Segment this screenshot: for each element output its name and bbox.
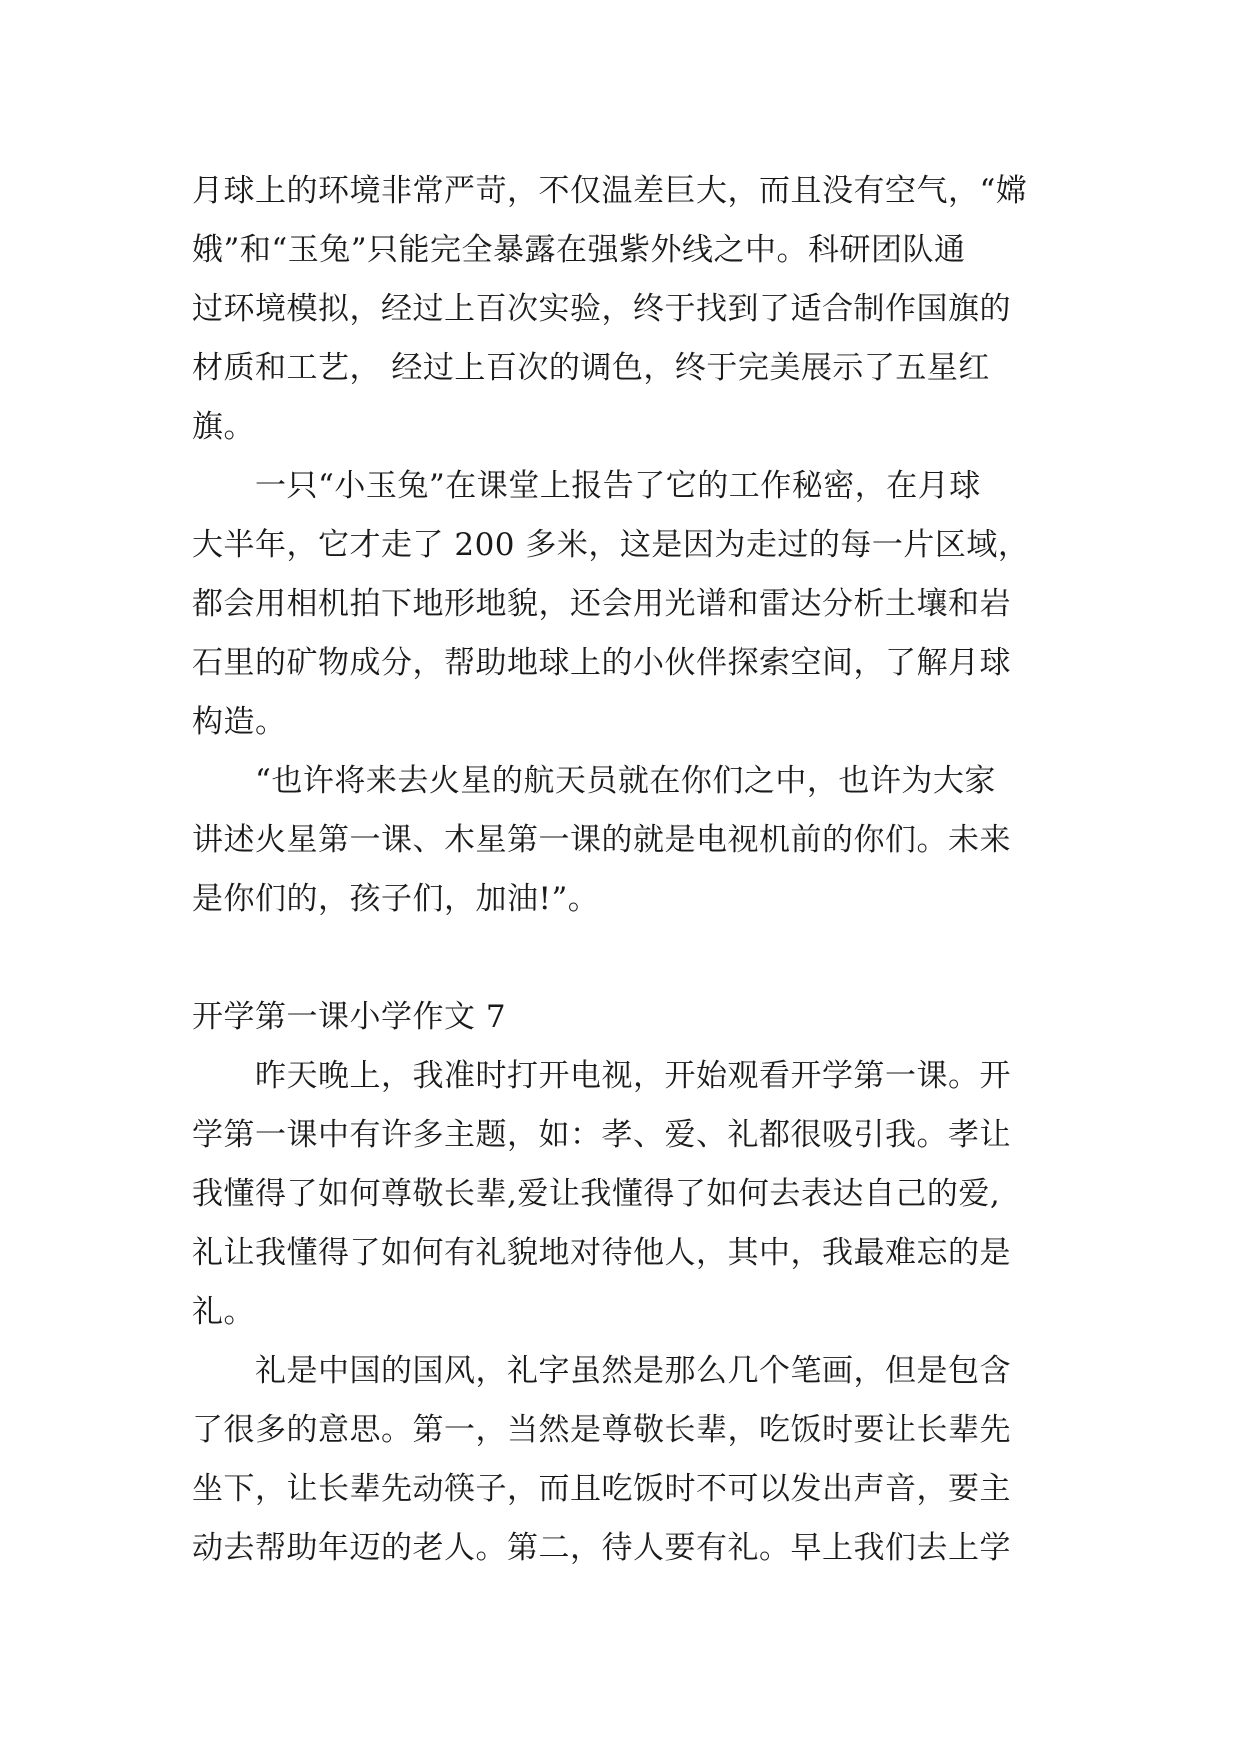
document-body: [192, 162, 1072, 1578]
text-line: 石里的矿物成分，帮助地球上的小伙伴探索空间，了解月球: [192, 645, 1011, 681]
text-line: “也许将来去火星的航天员就在你们之中，也许为大家: [192, 763, 996, 799]
text-line: 构造。: [192, 704, 287, 740]
paragraph-last-night: [192, 1047, 1072, 1342]
text-line: 我懂得了如何尊敬长辈,爱让我懂得了如何去表达自己的爱,: [192, 1176, 1001, 1212]
text-line: 大半年，它才走了 200 多米，这是因为走过的每一片区域，: [192, 527, 1030, 563]
paragraph-quote: [192, 752, 1072, 929]
paragraph-moon-flag: [192, 162, 1072, 457]
text-line: 是你们的，孩子们，加油!”。: [192, 881, 600, 917]
text-line: 都会用相机拍下地形地貌，还会用光谱和雷达分析土壤和岩: [192, 586, 1011, 622]
text-line: 礼。: [192, 1294, 255, 1330]
text-line: 材质和工艺， 经过上百次的调色，终于完美展示了五星红: [192, 350, 990, 386]
text-line: 讲述火星第一课、木星第一课的就是电视机前的你们。未来: [192, 822, 1011, 858]
text-line: 坐下，让长辈先动筷子，而且吃饭时不可以发出声音，要主: [192, 1471, 1011, 1507]
text-line: 动去帮助年迈的老人。第二，待人要有礼。早上我们去上学: [192, 1530, 1011, 1566]
blank-line: [192, 929, 1072, 988]
text-line: 昨天晚上，我准时打开电视，开始观看开学第一课。开: [192, 1058, 1011, 1094]
text-line: 礼让我懂得了如何有礼貌地对待他人，其中，我最难忘的是: [192, 1235, 1011, 1271]
text-line: 一只“小玉兔”在课堂上报告了它的工作秘密，在月球: [192, 468, 981, 504]
text-line: 学第一课中有许多主题，如：孝、爱、礼都很吸引我。孝让: [192, 1117, 1011, 1153]
text-line: 娥”和“玉兔”只能完全暴露在强紫外线之中。科研团队通: [192, 232, 966, 268]
text-line: 过环境模拟，经过上百次实验，终于找到了适合制作国旗的: [192, 291, 1011, 327]
text-line: 礼是中国的国风，礼字虽然是那么几个笔画，但是包含: [192, 1353, 1011, 1389]
text-line: 了很多的意思。第一，当然是尊敬长辈，吃饭时要让长辈先: [192, 1412, 1011, 1448]
text-line: 旗。: [192, 409, 255, 445]
paragraph-courtesy: [192, 1342, 1072, 1578]
paragraph-little-rabbit: [192, 457, 1072, 752]
essay-heading: 开学第一课小学作文 7: [192, 999, 507, 1035]
text-line: 月球上的环境非常严苛，不仅温差巨大，而且没有空气，“嫦: [192, 173, 1028, 209]
